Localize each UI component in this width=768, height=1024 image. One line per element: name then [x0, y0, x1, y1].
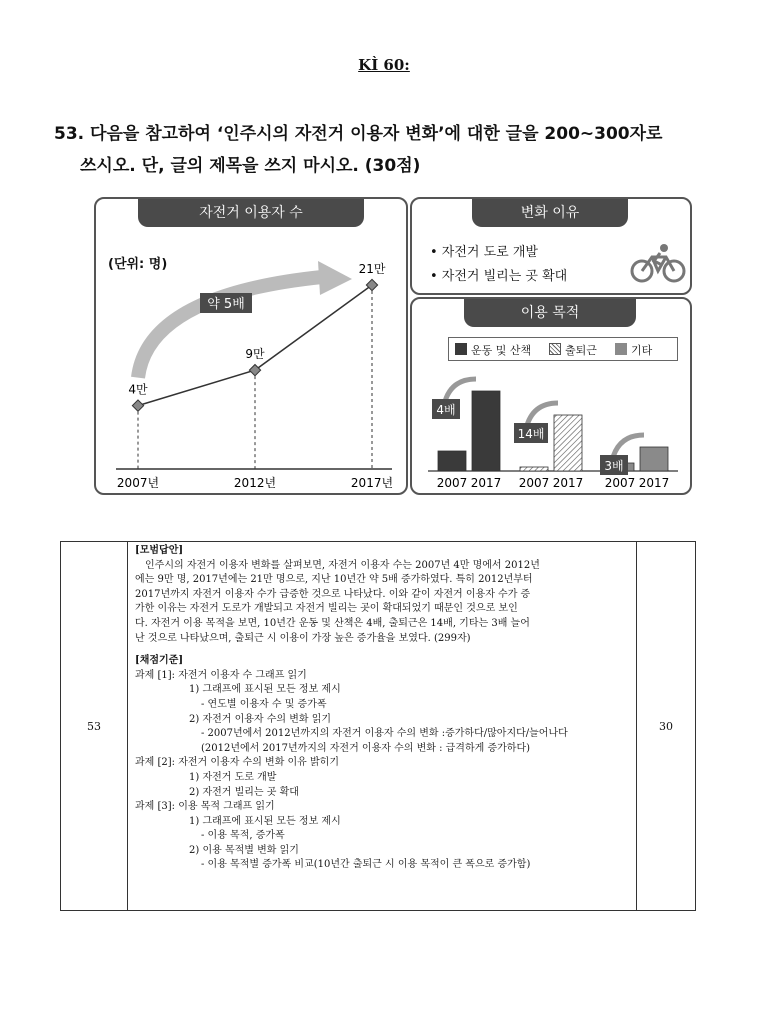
question-number: 53: [87, 720, 101, 733]
bar-tick-label: 2017: [638, 476, 670, 490]
multiplier-tag: [600, 455, 628, 475]
bar: [520, 467, 548, 471]
data-point: [366, 279, 377, 290]
criteria-title: [채점기준]: [135, 655, 184, 667]
answer-body: [135, 544, 635, 873]
growth-label: 약 5배: [207, 297, 245, 312]
data-point: [249, 364, 260, 375]
criteria-line: 2) 자전거 이용자 수의 변화 읽기: [189, 713, 332, 725]
criteria-line: 2) 자전거 빌리는 곳 확대: [189, 786, 299, 798]
users-panel: [94, 197, 408, 495]
multiplier-label: 3배: [604, 459, 624, 473]
criteria-line: 과제 [1]: 자전거 이용자 수 그래프 읽기: [135, 669, 307, 681]
multiplier-tag: [514, 423, 548, 443]
criteria-list: [135, 669, 635, 873]
series-line: [138, 285, 372, 406]
bar-tick-label: 2007: [604, 476, 636, 490]
bicycle-icon: [630, 243, 686, 283]
bar: [438, 451, 466, 471]
point-label: 21만: [358, 262, 386, 276]
criteria-line: - 2007년에서 2012년까지의 자전거 이용자 수의 변화 :증가하다/많아지다/늘어나다: [201, 728, 568, 740]
bar: [554, 415, 582, 471]
growth-arrow-head: [318, 261, 352, 295]
multiplier-label: 4배: [436, 403, 456, 417]
purpose-panel: [410, 297, 692, 495]
model-answer-line: 가한 이유는 자전거 도로가 개발되고 자전거 빌리는 곳이 확대되었기 때문인 것으로 보인: [135, 603, 518, 615]
legend-label: 운동 및 산책: [471, 344, 532, 357]
question-number-cell: [61, 542, 128, 910]
model-answer-line: 난 것으로 나타났으며, 출퇴근 시 이용이 가장 높은 증가율을 보였다. (299자): [135, 632, 471, 644]
criteria-line: 2) 이용 목적별 변화 읽기: [189, 844, 299, 856]
question-line-2: 쓰시오. 단, 글의 제목을 쓰지 마시오. (30점): [80, 156, 421, 176]
bar: [472, 391, 500, 471]
x-tick-label: 2012년: [233, 476, 277, 490]
model-answer-line: 인주시의 자전거 이용자 변화를 살펴보면, 자전거 이용자 수는 2007년 4만 명에서 2012년: [145, 559, 540, 571]
unit-label: (단위: 명): [108, 257, 168, 272]
model-answer-title: [모범답안]: [135, 545, 184, 556]
legend-label: 출퇴근: [565, 344, 597, 357]
score: 30: [659, 720, 673, 733]
criteria-line: 1) 자전거 도로 개발: [189, 771, 277, 783]
model-answer-line: 2017년까지 자전거 이용자 수가 급증한 것으로 나타났다. 이와 같이 자전거 이용자 수가 증: [135, 588, 531, 600]
multiplier-tag: [432, 399, 460, 419]
bar: [640, 447, 668, 471]
bar-tick-label: 2017: [552, 476, 584, 490]
multiplier-label: 14배: [517, 427, 545, 441]
criteria-line: - 연도별 이용자 수 및 증가폭: [201, 698, 327, 710]
point-label: 9만: [245, 347, 265, 362]
page-heading: KÌ 60:: [358, 56, 410, 74]
criteria-line: 과제 [2]: 자전거 이용자 수의 변화 이유 밝히기: [135, 757, 340, 769]
data-point: [132, 400, 143, 411]
growth-arrow: [138, 277, 322, 378]
x-tick-label: 2007년: [116, 476, 160, 490]
question-text: [54, 118, 734, 182]
point-label: 4만: [128, 382, 148, 397]
growth-label-box: [200, 293, 252, 313]
reasons-panel-title: 변화 이유: [472, 199, 628, 227]
criteria-line: - 이용 목적별 증가폭 비교(10년간 출퇴근 시 이용 목적이 큰 폭으로 증가함): [201, 859, 531, 871]
reasons-panel: [410, 197, 692, 295]
purpose-bar-chart: [412, 299, 690, 493]
reason-item: • 자전거 도로 개발: [430, 245, 538, 260]
users-panel-title: 자전거 이용자 수: [138, 199, 364, 227]
bar-tick-label: 2017: [470, 476, 502, 490]
criteria-line: (2012년에서 2017년까지의 자전거 이용자 수의 변화 : 급격하게 증가하다): [201, 742, 530, 754]
purpose-panel-title: 이용 목적: [464, 299, 636, 327]
score-cell: [636, 542, 695, 910]
bar-tick-label: 2007: [436, 476, 468, 490]
user-count-line-chart: [96, 199, 406, 493]
model-answer-line: 다. 자전거 이용 목적을 보면, 10년간 운동 및 산책은 4배, 출퇴근은 14배, 기타는 3배 늘어: [135, 617, 530, 629]
question-line-1: 53. 다음을 참고하여 ‘인주시의 자전거 이용자 변화’에 대한 글을 200~300자로: [54, 124, 663, 144]
model-answer-line: 에는 9만 명, 2017년에는 21만 명으로, 지난 10년간 약 5배 증가하였다. 특히 2012년부터: [135, 574, 533, 586]
model-answer-text: [135, 559, 635, 647]
bar-tick-label: 2007: [518, 476, 550, 490]
criteria-line: 과제 [3]: 이용 목적 그래프 읽기: [135, 801, 275, 813]
criteria-line: 1) 그래프에 표시된 모든 정보 제시: [189, 815, 341, 827]
reason-item: • 자전거 빌리는 곳 확대: [430, 269, 568, 284]
answer-table: [60, 541, 696, 911]
criteria-line: - 이용 목적, 증가폭: [201, 830, 285, 842]
criteria-line: 1) 그래프에 표시된 모든 정보 제시: [189, 684, 341, 696]
x-tick-label: 2017년: [350, 476, 394, 490]
legend-label: 기타: [631, 344, 653, 357]
